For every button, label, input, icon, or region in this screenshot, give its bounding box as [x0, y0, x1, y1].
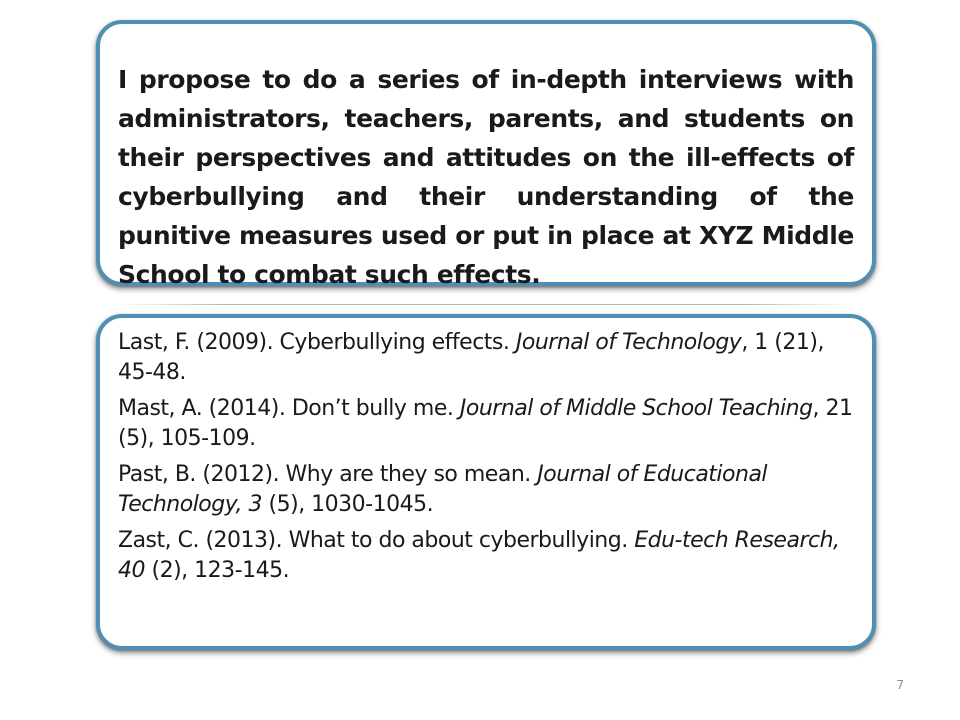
- reference-details: , 1 (21), 45-48.: [118, 330, 824, 385]
- proposal-box: [96, 20, 876, 289]
- reference-item: [118, 328, 854, 388]
- reference-item: [118, 394, 854, 454]
- reference-details: (5), 1030-1045.: [262, 492, 434, 517]
- divider-line: [118, 304, 852, 305]
- reference-item: [118, 460, 854, 520]
- reference-details: , 21 (5), 105-109.: [118, 396, 853, 451]
- reference-item: [118, 526, 854, 586]
- reference-journal: Journal of Technology: [515, 330, 742, 355]
- references-box: [96, 314, 876, 650]
- reference-journal: Journal of Middle School Teaching: [459, 396, 813, 421]
- reference-citation: Zast, C. (2013). What to do about cyberbullying.: [118, 528, 635, 553]
- reference-citation: Mast, A. (2014). Don’t bully me.: [118, 396, 460, 421]
- reference-citation: Last, F. (2009). Cyberbullying effects.: [118, 330, 516, 355]
- reference-journal: Journal of Educational Technology, 3: [118, 462, 768, 517]
- page-number: 7: [896, 678, 904, 692]
- reference-citation: Past, B. (2012). Why are they so mean.: [118, 462, 538, 487]
- reference-journal: Edu-tech Research, 40: [118, 528, 840, 583]
- proposal-text: I propose to do a series of in-depth interviews with administrators, teachers, parents, and students on their perspectives and attitudes on the ill-effects of cyberbullying and their understanding of the punitive measures used or put in place at XYZ Middle School to combat such effects.: [118, 65, 854, 289]
- reference-details: (2), 123-145.: [145, 558, 290, 583]
